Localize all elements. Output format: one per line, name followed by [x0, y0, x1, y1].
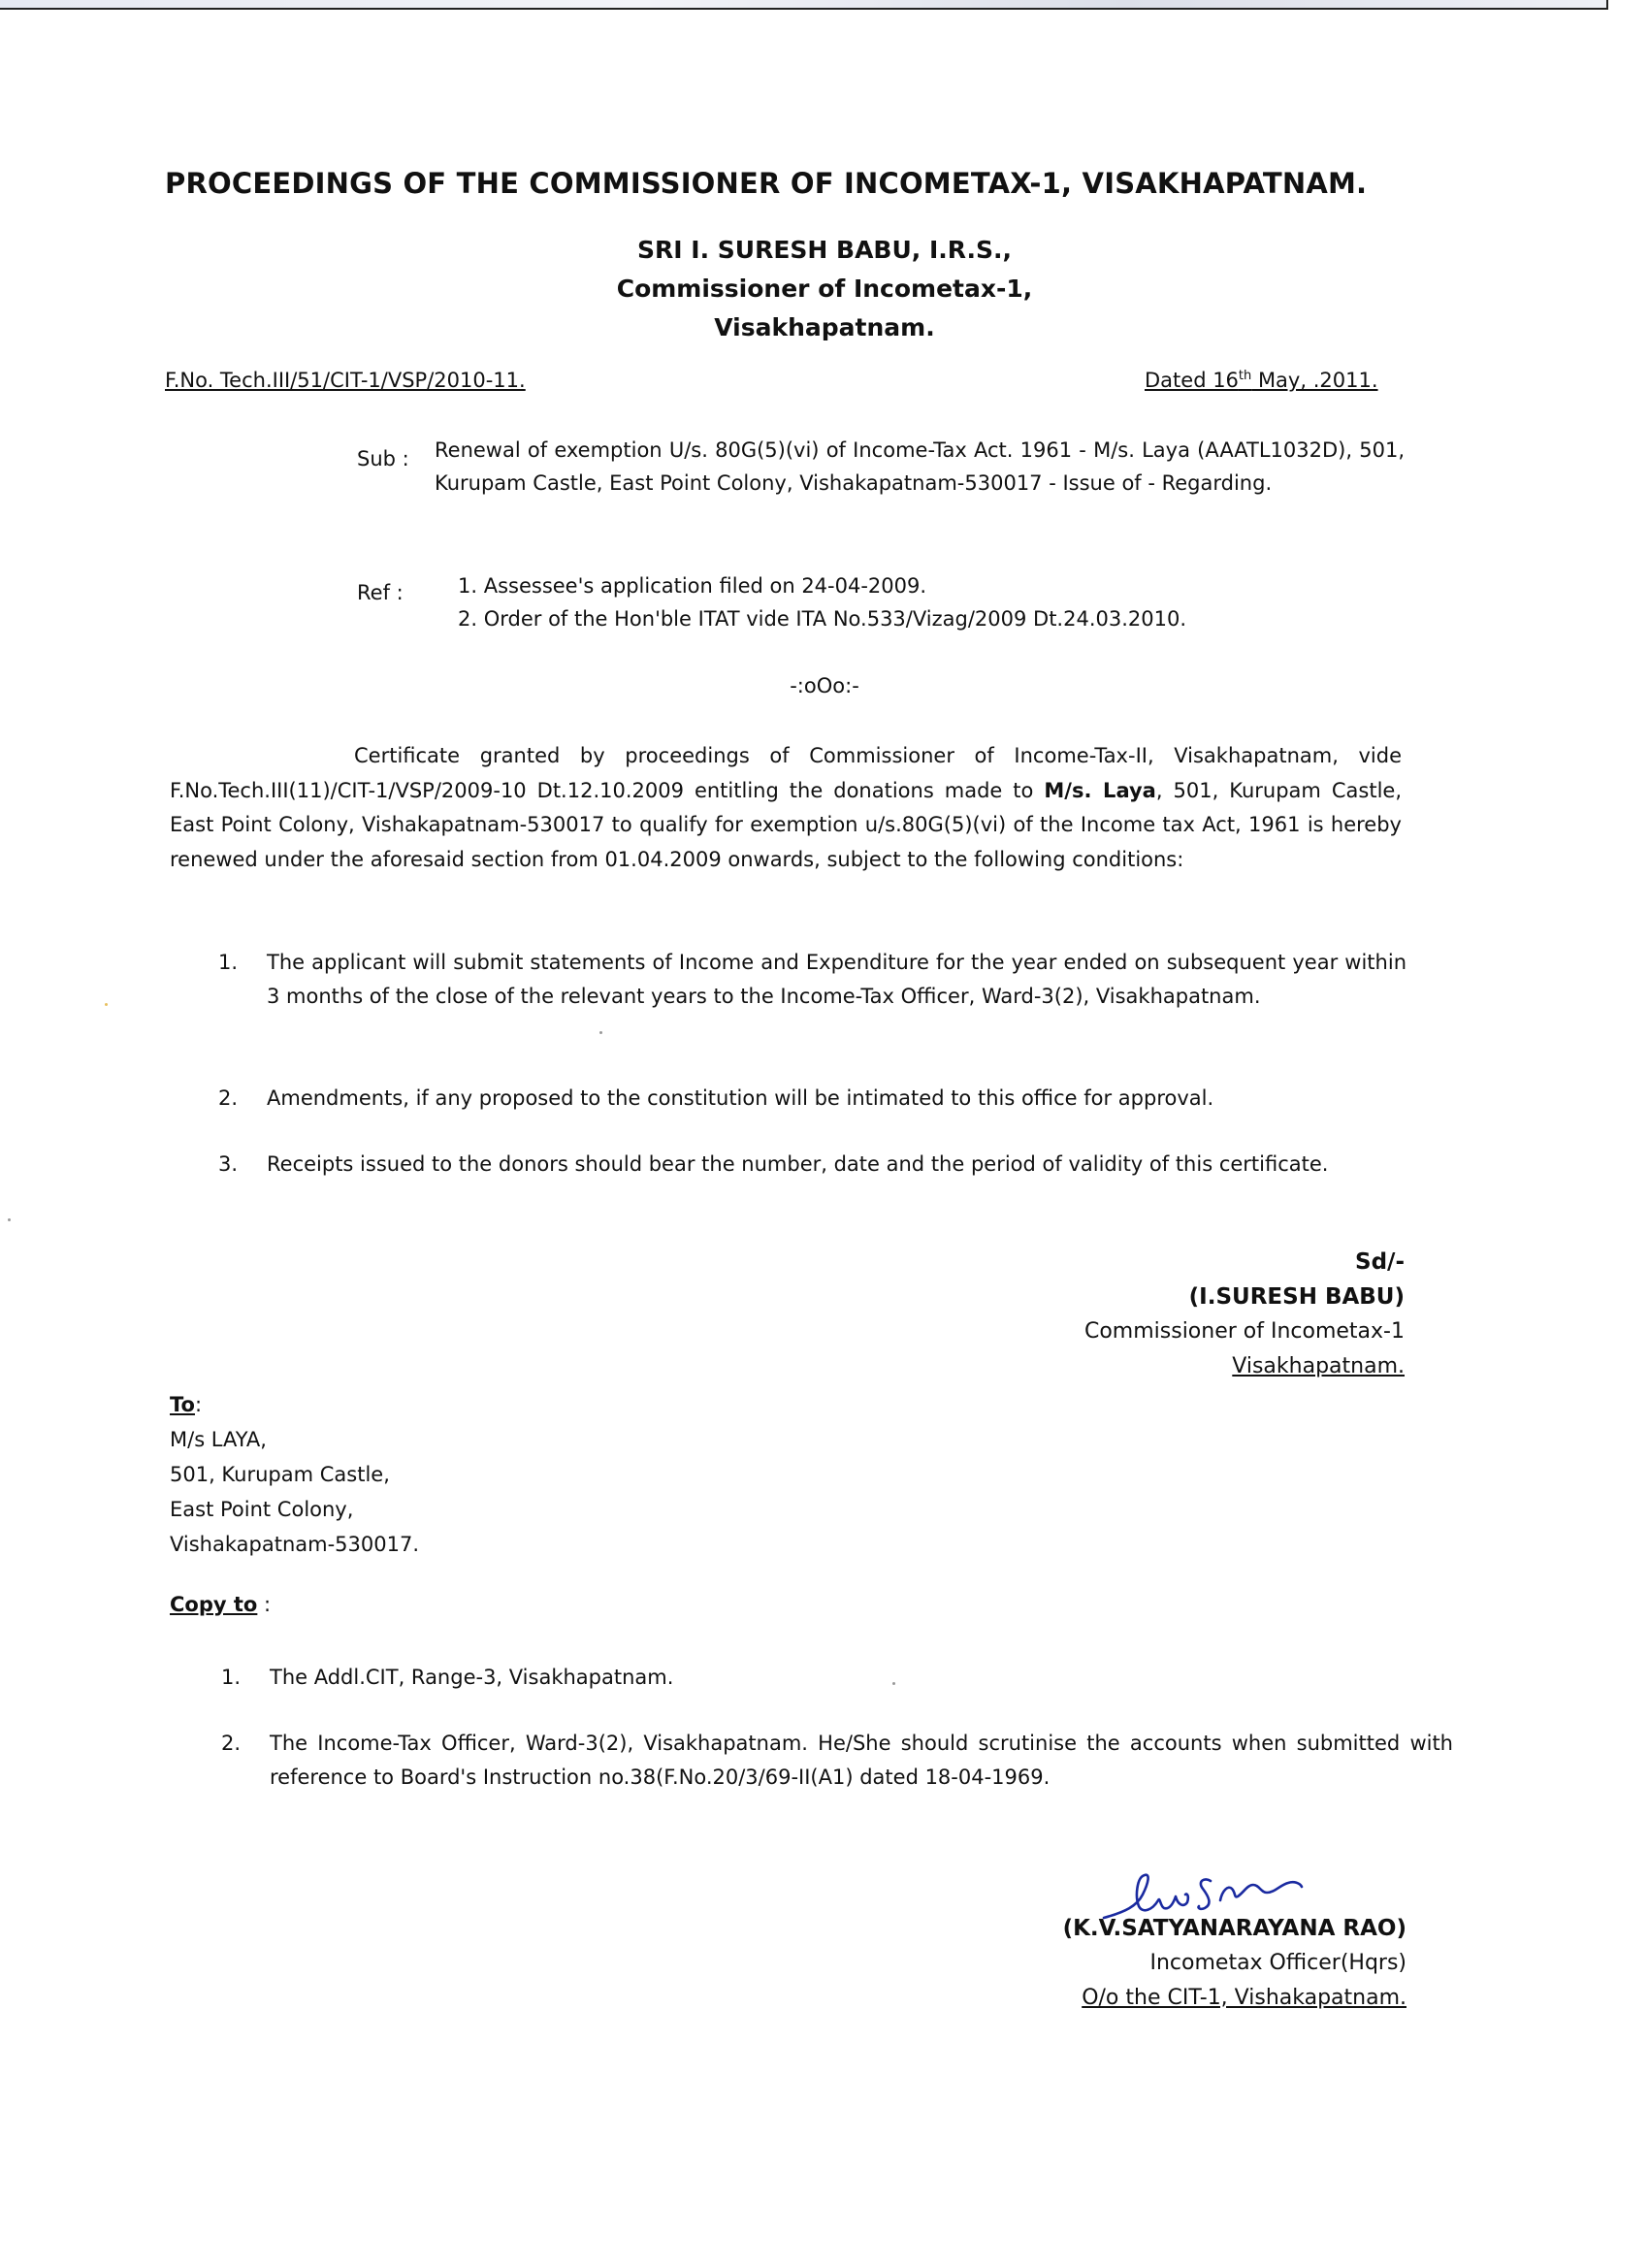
addressee-colon: : — [194, 1393, 203, 1416]
commissioner-city: Visakhapatnam. — [1232, 1354, 1405, 1378]
officer-signoff — [1063, 1911, 1406, 2016]
addressee-block — [170, 1387, 419, 1562]
scan-edge-corner — [1606, 0, 1608, 10]
reference-item: 1. Assessee's application filed on 24-04-2009. — [458, 574, 927, 598]
addressee-line: M/s LAYA, — [170, 1428, 267, 1451]
body-text-part2: , 501, Kurupam Castle, East Point Colony, Vishakapatnam-530017 to qualify for exemption u/s.80G(5)(vi) of the Income tax Act, 1961 is hereby renewed under the aforesaid section from 01.04.2009 onwards, subject to the following conditions: — [170, 778, 1402, 871]
condition-text: Amendments, if any proposed to the constitution will be intimated to this office for approval. — [267, 1086, 1214, 1110]
issuing-officer-designation: Commissioner of Incometax-1, — [616, 275, 1033, 303]
condition-number: 2. — [218, 1086, 239, 1110]
commissioner-signoff — [1084, 1245, 1405, 1384]
issuing-officer-name: SRI I. SURESH BABU, I.R.S., — [637, 236, 1012, 264]
commissioner-name: (I.SURESH BABU) — [1188, 1284, 1405, 1310]
officer-name: (K.V.SATYANARAYANA RAO) — [1062, 1916, 1406, 1941]
document-title: PROCEEDINGS OF THE COMMISSIONER OF INCOMETAX-1, VISAKHAPATNAM. — [165, 167, 1368, 200]
scan-edge-artifact — [0, 0, 1607, 10]
addressee-line: East Point Colony, — [170, 1498, 354, 1521]
addressee-heading — [170, 1387, 419, 1422]
copy-to-number: 1. — [221, 1666, 242, 1689]
condition-text: The applicant will submit statements of Income and Expenditure for the year ended on subsequent year within 3 months of the close of the relevant years to the Income-Tax Officer, Ward-3(2), Visakhapatnam. — [267, 951, 1406, 1008]
date-rest: May, .2011. — [1251, 369, 1378, 392]
scan-speck — [599, 1031, 602, 1034]
addressee-label: To — [170, 1393, 195, 1416]
scan-speck — [8, 1218, 11, 1221]
reference-item: 2. Order of the Hon'ble ITAT vide ITA No.533/Vizag/2009 Dt.24.03.2010. — [458, 607, 1187, 631]
scan-speck — [892, 1682, 895, 1685]
condition-number: 1. — [218, 951, 239, 974]
reference-list — [458, 569, 1186, 635]
addressee-line: 501, Kurupam Castle, — [170, 1463, 390, 1486]
condition-number: 3. — [218, 1152, 239, 1176]
body-party-name: M/s. Laya — [1044, 778, 1156, 802]
copy-to-colon: : — [257, 1593, 272, 1616]
signed-marker: Sd/- — [1355, 1249, 1405, 1275]
date-line — [1145, 369, 1378, 392]
scan-speck — [105, 1003, 108, 1006]
file-number: F.No. Tech.III/51/CIT-1/VSP/2010-11. — [165, 369, 526, 392]
copy-to-number: 2. — [221, 1732, 242, 1755]
commissioner-designation: Commissioner of Incometax-1 — [1083, 1319, 1405, 1344]
date-prefix: Dated 16 — [1145, 369, 1239, 392]
subject-label: Sub : — [357, 447, 409, 470]
date-ordinal-suffix: th — [1238, 369, 1252, 383]
section-divider: -:oOo:- — [790, 674, 859, 697]
officer-designation: Incometax Officer(Hqrs) — [1149, 1951, 1406, 1975]
issuing-officer-city: Visakhapatnam. — [714, 313, 935, 341]
reference-label: Ref : — [357, 581, 404, 604]
subject-text: Renewal of exemption U/s. 80G(5)(vi) of Income-Tax Act. 1961 - M/s. Laya (AAATL1032D), 501, Kurupam Castle, East Point Colony, Vishakapatnam-530017 - Issue of - Regarding. — [435, 438, 1405, 495]
body-paragraph — [170, 739, 1402, 877]
condition-text: Receipts issued to the donors should bear the number, date and the period of validity of this certificate. — [267, 1152, 1329, 1176]
copy-to-heading — [170, 1593, 271, 1616]
officer-office: O/o the CIT-1, Vishakapatnam. — [1082, 1986, 1406, 2010]
body-text-part1: Certificate granted by proceedings of Commissioner of Income-Tax-II, Visakhapatnam, vide F.No.Tech.III(11)/CIT-1/VSP/2009-10 Dt.12.10.2009 entitling the donations made to — [170, 744, 1402, 802]
issuing-officer-block — [0, 231, 1649, 347]
copy-to-label: Copy to — [170, 1593, 258, 1616]
copy-to-text: The Addl.CIT, Range-3, Visakhapatnam. — [270, 1666, 674, 1689]
copy-to-text: The Income-Tax Officer, Ward-3(2), Visakhapatnam. He/She should scrutinise the accounts when submitted with reference to Board's Instruction no.38(F.No.20/3/69-II(A1) dated 18-04-1969. — [270, 1732, 1453, 1789]
addressee-line: Vishakapatnam-530017. — [170, 1533, 420, 1556]
